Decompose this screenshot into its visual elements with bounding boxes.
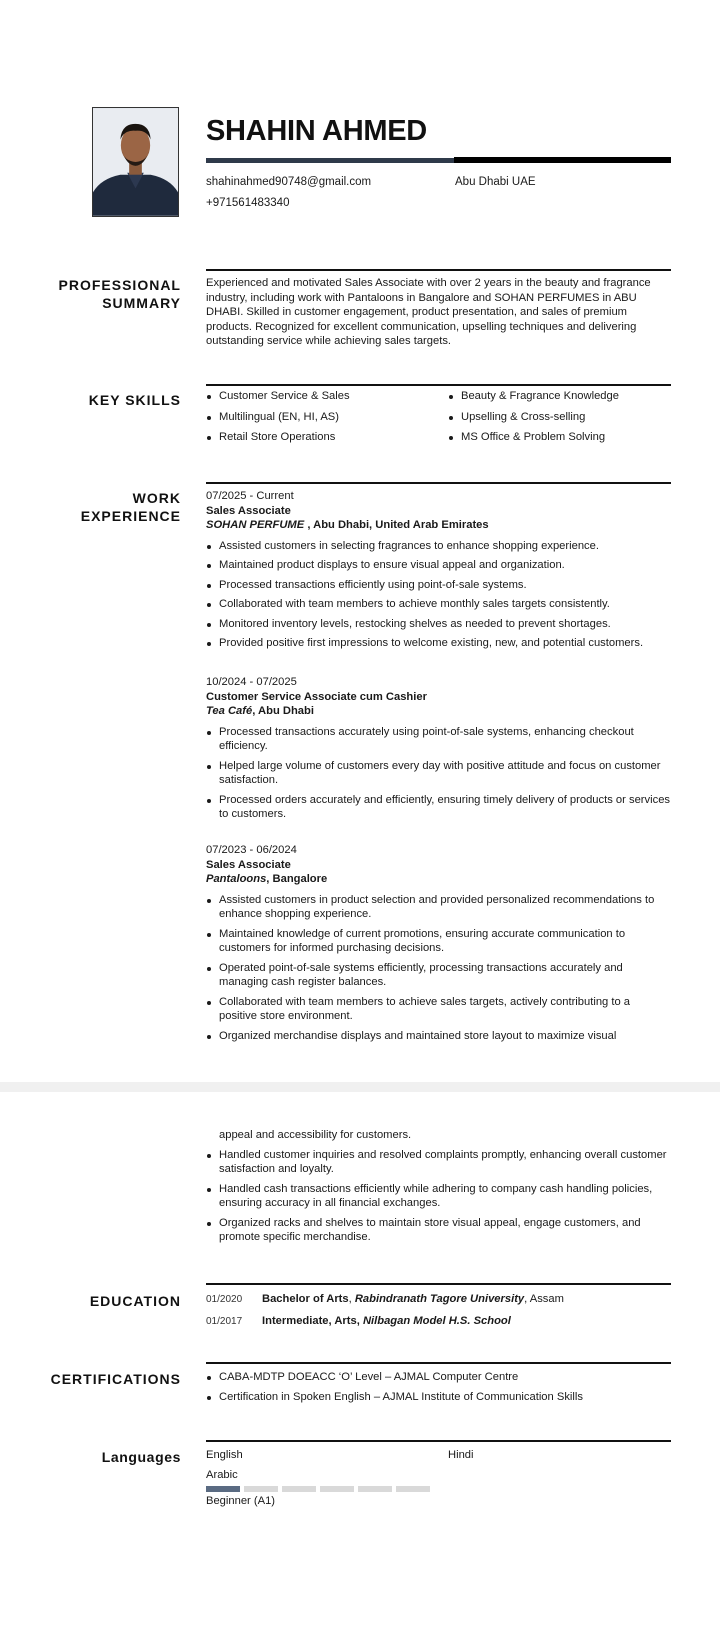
job-bullets: [206, 725, 671, 822]
skill-item: Multilingual (EN, HI, AS): [206, 410, 436, 425]
job-bullet: Helped large volume of customers every day with positive attitude and focus on customer satisfaction.: [206, 759, 671, 788]
person-portrait-icon: [93, 108, 178, 216]
job-bullets: [206, 1148, 671, 1245]
education-date: 01/2020: [206, 1294, 243, 1305]
name-underline-accent: [454, 157, 671, 163]
language-level-segment: [320, 1486, 354, 1492]
email-text[interactable]: shahinahmed90748@gmail.com: [206, 176, 372, 188]
job-dates: 10/2024 - 07/2025: [206, 676, 297, 688]
job-company: [206, 704, 671, 719]
job-company: [206, 518, 671, 533]
section-title-line: SUMMARY: [102, 295, 181, 311]
section-divider: [206, 482, 671, 484]
section-title-work: [81, 489, 181, 525]
job-bullet: Collaborated with team members to achieve sales targets, actively contributing to a positive store environment.: [206, 995, 671, 1024]
education-degree: Intermediate: [262, 1315, 329, 1327]
job-entry: [206, 489, 671, 656]
section-divider: [206, 1440, 671, 1442]
company-location: , Abu Dhabi: [252, 705, 314, 717]
section-title-languages: Languages: [101, 1449, 181, 1465]
company-name: Pantaloons: [206, 873, 267, 885]
education-place: , Assam: [524, 1293, 564, 1305]
job-bullets: [206, 539, 671, 651]
job-dates: 07/2025 - Current: [206, 490, 294, 502]
education-degree: Bachelor of Arts: [262, 1293, 349, 1305]
section-title-certifications: CERTIFICATIONS: [50, 1371, 181, 1387]
job-bullets: [206, 893, 671, 1044]
language-hindi: Hindi: [448, 1449, 474, 1461]
section-title-line: PROFESSIONAL: [58, 277, 181, 293]
job-title: Sales Associate: [206, 504, 291, 517]
section-title-summary: [59, 276, 181, 312]
education-entry: 01/2020 Bachelor of Arts, Rabindranath Tagore University, Assam: [206, 1293, 564, 1305]
skill-item: Retail Store Operations: [206, 430, 436, 445]
job-bullet: Processed transactions efficiently using point-of-sale systems.: [206, 578, 671, 593]
job-bullet-continuation: appeal and accessibility for customers.: [219, 1129, 412, 1141]
phone-text[interactable]: +971561483340: [206, 197, 290, 209]
name-underline: [206, 158, 454, 163]
job-entry-continued: [206, 1128, 671, 1250]
skill-item: MS Office & Problem Solving: [448, 430, 671, 445]
language-arabic-level: Beginner (A1): [206, 1495, 276, 1507]
company-name: Tea Café: [206, 705, 253, 717]
language-level-segment: [244, 1486, 278, 1492]
education-field: , Arts,: [328, 1315, 363, 1327]
job-bullet: Collaborated with team members to achieve monthly sales targets consistently.: [206, 597, 671, 612]
certifications-list: [206, 1370, 671, 1409]
job-company: [206, 872, 671, 887]
section-divider: [206, 1362, 671, 1364]
job-bullet: Organized racks and shelves to maintain store visual appeal, engage customers, and promote specific merchandise.: [206, 1216, 671, 1245]
education-entry: [206, 1314, 511, 1329]
summary-text: Experienced and motivated Sales Associate with over 2 years in the beauty and fragrance industry, including work with Pantaloons in Bangalore and SOHAN PERFUMES in ABU DHABI. Skilled in customer engagement, product presentation, and sales of premium products. Recognized for excellent communication, upselling techniques and delivering outstanding service while achieving sales targets.: [206, 277, 651, 348]
language-level-segment: [206, 1486, 240, 1492]
language-level-segment: [358, 1486, 392, 1492]
job-bullet: Operated point-of-sale systems efficiently, processing transactions accurately and managing cash register balances.: [206, 961, 671, 990]
skill-item: Upselling & Cross-selling: [448, 410, 671, 425]
language-level-segment: [282, 1486, 316, 1492]
job-bullet: Maintained product displays to ensure visual appeal and organization.: [206, 558, 671, 573]
education-date: 01/2017: [206, 1316, 243, 1327]
candidate-name: SHAHIN AHMED: [206, 115, 427, 147]
job-bullet: Handled cash transactions efficiently while adhering to company cash handling policies, ensuring accuracy in all financial exchanges.: [206, 1182, 671, 1211]
job-bullet: Organized merchandise displays and maintained store layout to maximize visual: [206, 1029, 671, 1044]
section-divider: [206, 1283, 671, 1285]
skills-list-right: [448, 389, 671, 451]
section-title-education: EDUCATION: [89, 1293, 181, 1309]
section-title-skills: KEY SKILLS: [88, 392, 181, 408]
job-bullet: Handled customer inquiries and resolved complaints promptly, enhancing overall customer satisfaction and loyalty.: [206, 1148, 671, 1177]
section-divider: [206, 384, 671, 386]
skill-item: Beauty & Fragrance Knowledge: [448, 389, 671, 404]
company-location: , Abu Dhabi, United Arab Emirates: [304, 519, 489, 531]
language-english: English: [206, 1449, 243, 1461]
language-arabic: Arabic: [206, 1469, 238, 1481]
job-bullet: Assisted customers in selecting fragrances to enhance shopping experience.: [206, 539, 671, 554]
language-level-segment: [396, 1486, 430, 1492]
job-entry: [206, 675, 671, 827]
job-entry: [206, 843, 671, 1048]
company-name: SOHAN PERFUME: [206, 519, 305, 531]
skills-list-left: [206, 389, 436, 451]
section-title-line: WORK: [132, 490, 181, 506]
profile-photo: [92, 107, 179, 217]
job-bullet: Monitored inventory levels, restocking shelves as needed to prevent shortages.: [206, 617, 671, 632]
job-title: Customer Service Associate cum Cashier: [206, 690, 427, 703]
page-break: [0, 1082, 720, 1092]
skill-item: Customer Service & Sales: [206, 389, 436, 404]
section-divider: [206, 269, 671, 271]
section-title-line: EXPERIENCE: [80, 508, 181, 524]
certification-item: CABA-MDTP DOEACC ‘O’ Level – AJMAL Computer Centre: [206, 1370, 671, 1385]
job-title: Sales Associate: [206, 858, 291, 871]
education-school: Rabindranath Tagore University: [354, 1293, 525, 1305]
company-location: , Bangalore: [266, 873, 328, 885]
job-bullet: Processed orders accurately and efficiently, ensuring timely delivery of products or services to customers.: [206, 793, 671, 822]
job-bullet: Processed transactions accurately using point-of-sale systems, enhancing checkout efficiency.: [206, 725, 671, 754]
job-bullet: Maintained knowledge of current promotions, ensuring accurate communication to customers for informed purchasing decisions.: [206, 927, 671, 956]
job-bullet: Provided positive first impressions to welcome existing, new, and potential customers.: [206, 636, 671, 651]
location-text: Abu Dhabi UAE: [455, 176, 536, 188]
job-dates: 07/2023 - 06/2024: [206, 844, 297, 856]
job-bullet: Assisted customers in product selection and provided personalized recommendations to enhance shopping experience.: [206, 893, 671, 922]
education-school: Nilbagan Model H.S. School: [362, 1315, 511, 1327]
certification-item: Certification in Spoken English – AJMAL Institute of Communication Skills: [206, 1390, 671, 1405]
